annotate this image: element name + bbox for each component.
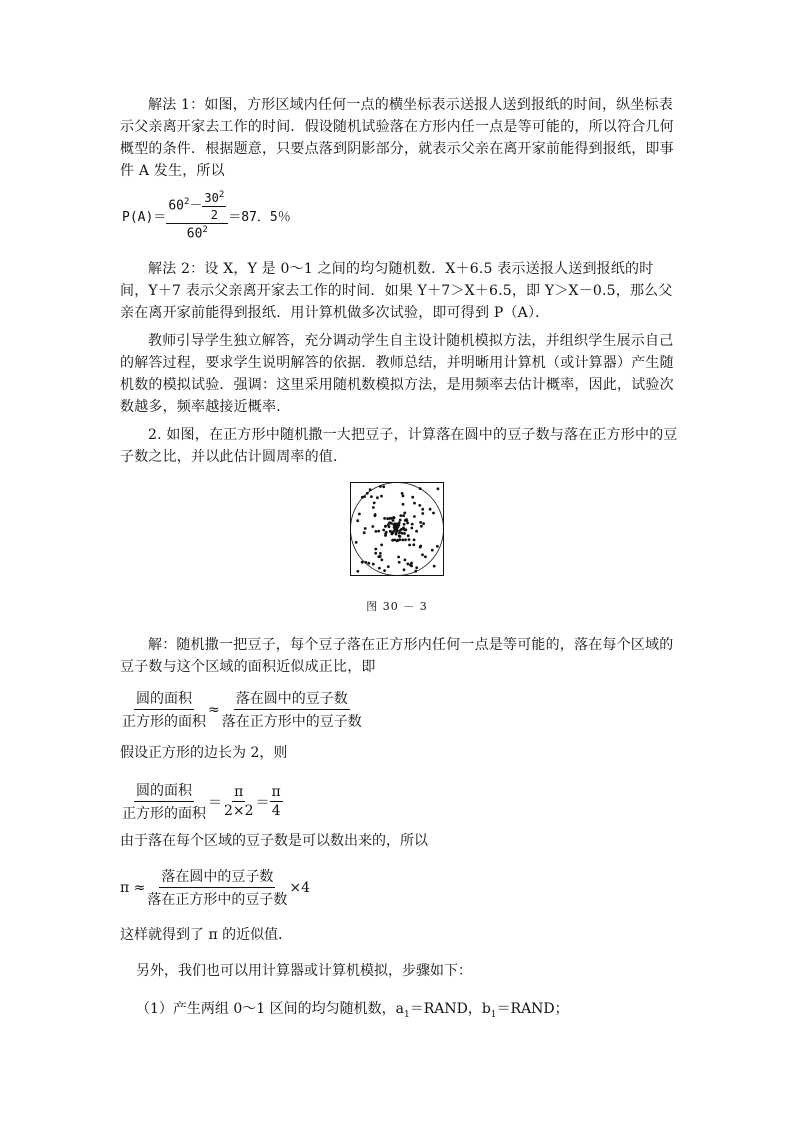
formula-ratio <box>120 688 364 731</box>
bean-dot <box>355 541 358 544</box>
bean-dot <box>383 517 386 520</box>
bean-dot <box>437 487 440 490</box>
bean-dot <box>379 552 382 555</box>
bean-dot <box>410 527 413 530</box>
bean-dot <box>398 561 401 564</box>
bean-dot <box>403 532 406 535</box>
result-line: 这样就得到了 π 的近似值． <box>120 927 293 943</box>
formula-rhs: ＝87．5％ <box>228 210 291 226</box>
bean-dot <box>403 512 406 515</box>
bean-dot <box>392 523 395 526</box>
bean-dot <box>364 561 367 564</box>
bean-dot <box>399 514 402 517</box>
bean-dot <box>372 563 375 566</box>
assume-line: 假设正方形的边长为 2，则 <box>120 745 288 761</box>
bean-dot <box>401 492 404 495</box>
bean-dot <box>433 565 436 568</box>
bean-dot <box>356 570 359 573</box>
formula-denominator: $60^2$ <box>186 225 208 242</box>
bean-dot <box>404 538 407 541</box>
bean-dot <box>378 567 381 570</box>
step1-line: （1）产生两组 0～1 区间的均匀随机数，$a_1=RAND$，$b_1=RAND$； <box>136 1001 569 1020</box>
bean-dot <box>356 519 359 522</box>
bean-dot <box>398 521 401 524</box>
method2-paragraph: 解法 2：设 X，Y 是 0～1 之间的均匀随机数．X＋6.5 表示送报人送到报纸的时间，Y＋7 表示父亲离开家去工作的时间．如果 Y＋7＞X＋6.5，即 Y＞X－0.5，那么父亲在离开家前能得到报纸．用计算机做多次试验，即可得到 P（A）． <box>120 261 673 321</box>
bean-dot <box>418 504 421 507</box>
bean-dot <box>403 527 406 530</box>
formula-numerator: $60^2-$ $\frac{30^2}{2}$ <box>166 190 228 224</box>
bean-dot <box>436 545 439 548</box>
bean-dot <box>421 512 424 515</box>
bean-dot <box>424 555 427 558</box>
bean-dot <box>377 530 380 533</box>
bean-dot <box>421 553 424 556</box>
bean-dot <box>419 545 422 548</box>
bean-dot <box>432 512 435 515</box>
bean-dot <box>369 488 372 491</box>
bean-dot <box>367 562 370 565</box>
bean-dot <box>395 531 398 534</box>
bean-dot <box>366 492 369 495</box>
formula-probability <box>122 190 291 241</box>
bean-dot <box>376 496 379 499</box>
bean-dot <box>396 539 399 542</box>
also-line: 另外，我们也可以用计算器或计算机模拟，步骤如下： <box>136 963 472 979</box>
bean-dot <box>390 522 393 525</box>
bean-dot <box>408 544 411 547</box>
bean-dot <box>363 531 366 534</box>
bean-dot <box>412 543 415 546</box>
bean-dot <box>419 521 422 524</box>
bean-dot <box>406 563 409 566</box>
approx-sign: ≈ <box>208 701 220 718</box>
bean-dot <box>422 522 425 525</box>
problem2-paragraph: 2. 如图，在正方形中随机撒一大把豆子，计算落在圆中的豆子数与落在正方形中的豆子数之比，并以此估计圆周率的值． <box>120 427 678 465</box>
bean-dot <box>370 495 373 498</box>
bean-dot <box>373 502 376 505</box>
bean-dot <box>401 532 404 535</box>
bean-dot <box>377 555 380 558</box>
bean-dot <box>399 519 402 522</box>
bean-dot <box>387 565 390 568</box>
bean-dot <box>361 561 364 564</box>
bean-dot <box>382 529 385 532</box>
bean-dot <box>384 525 387 528</box>
bean-dot <box>419 487 422 490</box>
bean-dot <box>411 496 414 499</box>
bean-dot <box>371 525 374 528</box>
bean-dot <box>397 556 400 559</box>
bean-dot <box>429 508 432 511</box>
bean-dot <box>379 485 382 488</box>
formula-fraction <box>166 190 228 241</box>
bean-dot <box>383 569 386 572</box>
solution-paragraph: 解：随机撒一把豆子，每个豆子落在正方形内任何一点是等可能的，落在每个区域的豆子数与这个区域的面积近似成正比，即 <box>120 637 674 675</box>
formula-lhs: P(A)＝ <box>122 210 167 226</box>
bean-dot <box>407 534 410 537</box>
bean-dot <box>364 527 367 530</box>
bean-dot <box>391 531 394 534</box>
figure-caption: 图 30 － 3 <box>366 600 428 613</box>
bean-dot <box>421 508 424 511</box>
bean-dot <box>384 534 387 537</box>
bean-dot <box>382 485 385 488</box>
bean-dot <box>399 535 402 538</box>
bean-dot <box>403 523 406 526</box>
bean-dot <box>415 566 418 569</box>
bean-dot <box>385 531 388 534</box>
inner-fraction: $\frac{30^2}{2}$ <box>204 190 225 222</box>
bean-dot <box>392 516 395 519</box>
square-area-label: 正方形的面积 <box>122 714 206 730</box>
bean-dot <box>388 525 391 528</box>
bean-dot <box>431 549 434 552</box>
bean-dot <box>401 539 404 542</box>
bean-dot <box>410 562 413 565</box>
bean-dot <box>402 495 405 498</box>
bean-dots <box>355 485 440 573</box>
bean-dot <box>413 515 416 518</box>
beans-figure <box>350 482 444 576</box>
bean-dot <box>413 539 416 542</box>
bean-dot <box>374 514 377 517</box>
method1-paragraph: 解法 1：如图，方形区域内任何一点的横坐标表示送报人送到报纸的时间，纵坐标表示父亲离开家去工作的时间．假设随机试验落在方形内任一点是等可能的，所以符合几何概型的条件．根据题意，只要点落到阴影部分，就表示父亲在离开家前能得到报纸，即事件 A 发生，所以 <box>120 97 674 179</box>
bean-dot <box>397 524 400 527</box>
bean-dot <box>400 528 403 531</box>
formula-pi-over-4: $\frac{\text{圆的面积}}{\text{正方形的面积}}$ ＝ $\frac{\pi}{2\times 2}$ ＝ $\frac{\pi}{4}$ <box>120 780 283 823</box>
bean-dot <box>374 548 377 551</box>
bean-dot <box>388 517 391 520</box>
bean-dot <box>380 495 383 498</box>
bean-dot <box>408 538 411 541</box>
bean-dot <box>404 559 407 562</box>
countable-line: 由于落在每个区域的豆子数是可以数出来的，所以 <box>120 833 428 849</box>
bean-dot <box>403 568 406 571</box>
bean-dot <box>406 522 409 525</box>
bean-dot <box>410 565 413 568</box>
bean-dot <box>394 527 397 530</box>
bean-dot <box>358 513 361 516</box>
bean-dot <box>402 503 405 506</box>
bean-dot <box>372 506 375 509</box>
bean-dot <box>420 525 423 528</box>
beans-in-square-label: 落在正方形中的豆子数 <box>221 714 362 730</box>
circle-area-label: 圆的面积 <box>134 688 194 710</box>
bean-dot <box>374 552 377 555</box>
bean-dot <box>363 495 366 498</box>
bean-dot <box>406 519 409 522</box>
formula-pi-estimate: π ≈ $\frac{\text{落在圆中的豆子数}}{\text{落在正方形中的豆子数}}$ ×4 <box>120 866 310 909</box>
bean-dot <box>380 558 383 561</box>
bean-dot <box>411 523 414 526</box>
teacher-paragraph: 教师引导学生独立解答，充分调动学生自主设计随机模拟方法，并组织学生展示自己的解答过程，要求学生说明解答的依据．教师总结，并明晰用计算机（或计算器）产生随机数的模拟试验．强调：这里采用随机数模拟方法，是用频率去估计概率，因此，试验次数越多，频率越接近概率． <box>120 333 674 415</box>
bean-dot <box>391 539 394 542</box>
bean-dot <box>414 570 417 573</box>
beans-in-circle-label: 落在圆中的豆子数 <box>234 688 350 710</box>
bean-dot <box>415 530 418 533</box>
bean-dot <box>375 530 378 533</box>
bean-dot <box>413 502 416 505</box>
bean-dot <box>402 514 405 517</box>
bean-dot <box>380 544 383 547</box>
